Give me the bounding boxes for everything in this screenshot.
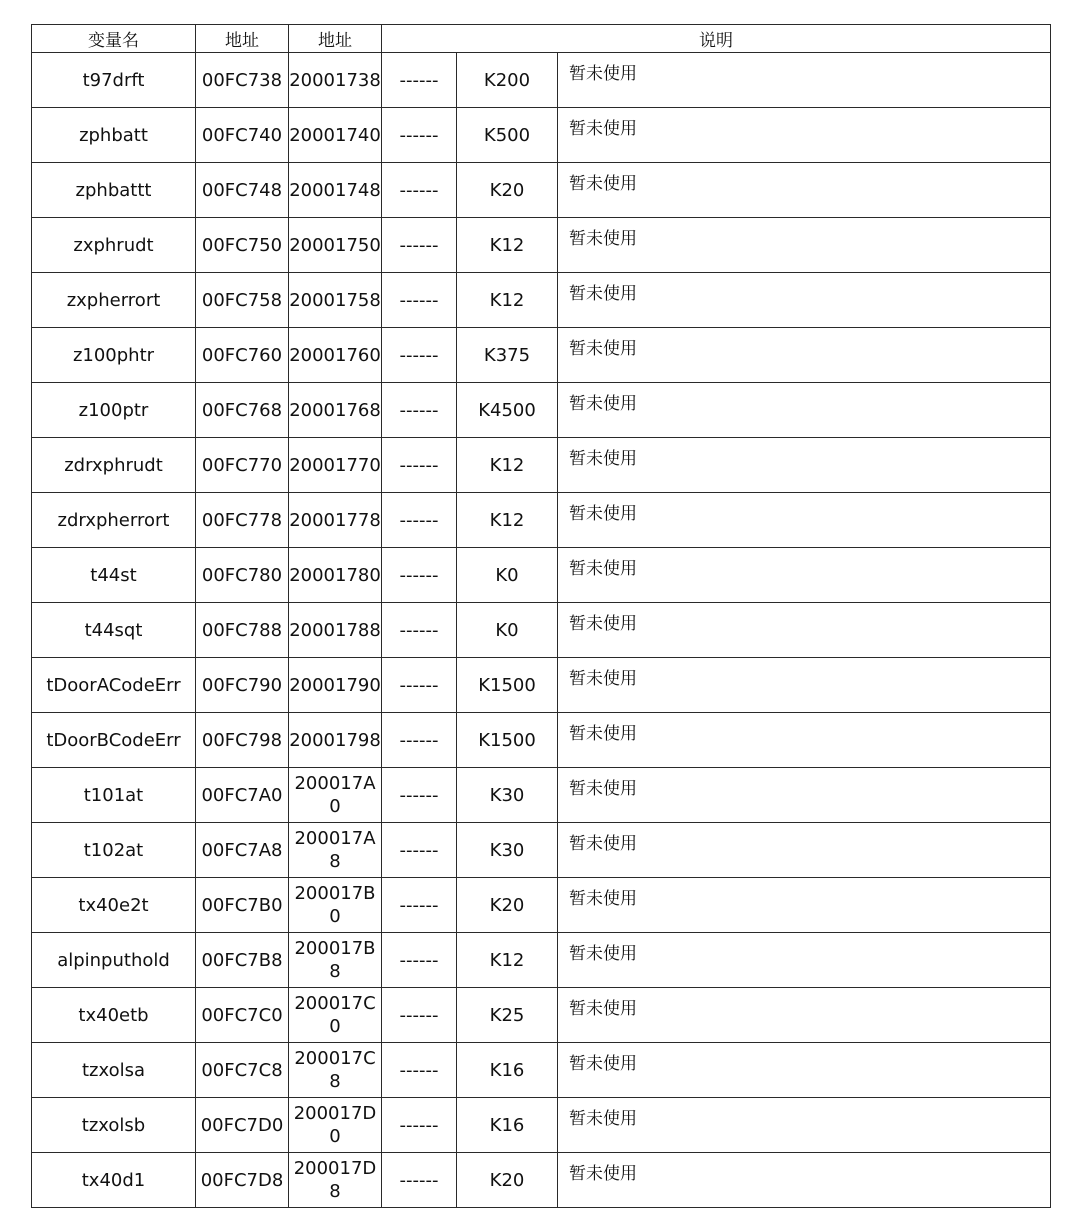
- placeholder-dashes: ------: [382, 1043, 457, 1098]
- address-1: [196, 658, 289, 713]
- address-1: [196, 823, 289, 878]
- address-1-text: 00FC770: [201, 454, 283, 476]
- address-1: [196, 218, 289, 273]
- description: 暂未使用: [558, 108, 1051, 163]
- variable-name: zphbatt: [32, 108, 196, 163]
- table-row: [32, 1098, 1051, 1153]
- address-1-text: 00FC740: [201, 124, 283, 146]
- placeholder-dashes: ------: [382, 548, 457, 603]
- header-address-1: 地址: [196, 25, 289, 53]
- table-row: [32, 1153, 1051, 1208]
- constant-value: K16: [457, 1043, 558, 1098]
- address-2-text: 200017A0: [294, 773, 376, 817]
- address-1: [196, 438, 289, 493]
- constant-value: K500: [457, 108, 558, 163]
- description: 暂未使用: [558, 1098, 1051, 1153]
- table-row: [32, 823, 1051, 878]
- table-row: [32, 658, 1051, 713]
- address-1: [196, 603, 289, 658]
- header-address-2: 地址: [289, 25, 382, 53]
- address-1: [196, 878, 289, 933]
- table-row: [32, 933, 1051, 988]
- variable-name: t97drft: [32, 53, 196, 108]
- placeholder-dashes: ------: [382, 493, 457, 548]
- address-2: [289, 438, 382, 493]
- address-2: [289, 273, 382, 328]
- address-1-text: 00FC7D8: [200, 1169, 284, 1191]
- address-2-text: 20001750: [289, 234, 381, 256]
- address-2-text: 20001790: [289, 674, 381, 696]
- table-row: [32, 878, 1051, 933]
- address-2-text: 200017D0: [293, 1103, 377, 1147]
- address-1-text: 00FC7B0: [201, 894, 283, 916]
- constant-value: K1500: [457, 713, 558, 768]
- address-2-text: 20001760: [289, 344, 381, 366]
- constant-value: K12: [457, 273, 558, 328]
- description: 暂未使用: [558, 658, 1051, 713]
- description: 暂未使用: [558, 878, 1051, 933]
- constant-value: K25: [457, 988, 558, 1043]
- constant-value: K0: [457, 603, 558, 658]
- address-1: [196, 768, 289, 823]
- address-2-text: 20001788: [289, 619, 381, 641]
- description: 暂未使用: [558, 713, 1051, 768]
- variable-name: zdrxpherrort: [32, 493, 196, 548]
- address-2: [289, 53, 382, 108]
- address-1-text: 00FC758: [201, 289, 283, 311]
- constant-value: K12: [457, 438, 558, 493]
- constant-value: K16: [457, 1098, 558, 1153]
- address-2: [289, 218, 382, 273]
- table-row: [32, 218, 1051, 273]
- address-1-text: 00FC790: [201, 674, 283, 696]
- address-2-text: 20001738: [289, 69, 381, 91]
- placeholder-dashes: ------: [382, 438, 457, 493]
- variable-name: tx40d1: [32, 1153, 196, 1208]
- address-2-text: 20001748: [289, 179, 381, 201]
- variable-name: zxphrudt: [32, 218, 196, 273]
- constant-value: K20: [457, 163, 558, 218]
- constant-value: K12: [457, 933, 558, 988]
- placeholder-dashes: ------: [382, 768, 457, 823]
- address-1: [196, 163, 289, 218]
- address-2: [289, 823, 382, 878]
- address-1: [196, 493, 289, 548]
- address-1-text: 00FC760: [201, 344, 283, 366]
- description: 暂未使用: [558, 603, 1051, 658]
- table-row: [32, 438, 1051, 493]
- address-1: [196, 933, 289, 988]
- placeholder-dashes: ------: [382, 988, 457, 1043]
- table-body: [32, 53, 1051, 1208]
- table-row: [32, 768, 1051, 823]
- variable-name: tzxolsb: [32, 1098, 196, 1153]
- address-2-text: 20001770: [289, 454, 381, 476]
- address-1-text: 00FC7A0: [201, 784, 283, 806]
- address-1: [196, 108, 289, 163]
- variable-name: tx40e2t: [32, 878, 196, 933]
- address-2: [289, 1043, 382, 1098]
- address-2-text: 20001780: [289, 564, 381, 586]
- address-2: [289, 1098, 382, 1153]
- description: 暂未使用: [558, 218, 1051, 273]
- address-1-text: 00FC7D0: [200, 1114, 284, 1136]
- constant-value: K200: [457, 53, 558, 108]
- variable-name: zphbattt: [32, 163, 196, 218]
- constant-value: K0: [457, 548, 558, 603]
- address-2: [289, 383, 382, 438]
- constant-value: K20: [457, 1153, 558, 1208]
- placeholder-dashes: ------: [382, 933, 457, 988]
- address-2-text: 200017B8: [294, 938, 376, 982]
- variable-table: [31, 24, 1051, 1208]
- address-2-text: 20001758: [289, 289, 381, 311]
- address-1: [196, 273, 289, 328]
- address-2: [289, 878, 382, 933]
- address-1-text: 00FC750: [201, 234, 283, 256]
- table-header-row: [32, 25, 1051, 53]
- variable-name: alpinputhold: [32, 933, 196, 988]
- table-row: [32, 328, 1051, 383]
- address-2-text: 20001798: [289, 729, 381, 751]
- description: 暂未使用: [558, 163, 1051, 218]
- placeholder-dashes: ------: [382, 823, 457, 878]
- description: 暂未使用: [558, 273, 1051, 328]
- description: 暂未使用: [558, 1153, 1051, 1208]
- table-row: [32, 53, 1051, 108]
- variable-name: zxpherrort: [32, 273, 196, 328]
- address-2: [289, 988, 382, 1043]
- variable-name: t101at: [32, 768, 196, 823]
- description: 暂未使用: [558, 53, 1051, 108]
- variable-name: tzxolsa: [32, 1043, 196, 1098]
- variable-name: t44sqt: [32, 603, 196, 658]
- variable-name: tx40etb: [32, 988, 196, 1043]
- address-1-text: 00FC780: [201, 564, 283, 586]
- address-1: [196, 548, 289, 603]
- address-1-text: 00FC7C8: [201, 1059, 283, 1081]
- address-1: [196, 383, 289, 438]
- constant-value: K1500: [457, 658, 558, 713]
- placeholder-dashes: ------: [382, 218, 457, 273]
- description: 暂未使用: [558, 1043, 1051, 1098]
- placeholder-dashes: ------: [382, 328, 457, 383]
- placeholder-dashes: ------: [382, 658, 457, 713]
- address-1-text: 00FC7C0: [201, 1004, 283, 1026]
- address-2: [289, 658, 382, 713]
- table-row: [32, 163, 1051, 218]
- placeholder-dashes: ------: [382, 878, 457, 933]
- address-1-text: 00FC7B8: [201, 949, 283, 971]
- address-1: [196, 713, 289, 768]
- address-1-text: 00FC7A8: [201, 839, 283, 861]
- address-2: [289, 933, 382, 988]
- table-row: [32, 548, 1051, 603]
- placeholder-dashes: ------: [382, 163, 457, 218]
- variable-name: z100phtr: [32, 328, 196, 383]
- address-2-text: 20001740: [289, 124, 381, 146]
- variable-name: tDoorACodeErr: [32, 658, 196, 713]
- address-2-text: 20001778: [289, 509, 381, 531]
- table-row: [32, 493, 1051, 548]
- header-description: 说明: [382, 25, 1051, 53]
- placeholder-dashes: ------: [382, 603, 457, 658]
- table-row: [32, 273, 1051, 328]
- address-2: [289, 768, 382, 823]
- description: 暂未使用: [558, 768, 1051, 823]
- variable-name: zdrxphrudt: [32, 438, 196, 493]
- address-2-text: 200017D8: [293, 1158, 377, 1202]
- table-row: [32, 108, 1051, 163]
- placeholder-dashes: ------: [382, 1153, 457, 1208]
- address-2: [289, 328, 382, 383]
- description: 暂未使用: [558, 933, 1051, 988]
- address-1-text: 00FC778: [201, 509, 283, 531]
- placeholder-dashes: ------: [382, 1098, 457, 1153]
- address-2: [289, 163, 382, 218]
- placeholder-dashes: ------: [382, 383, 457, 438]
- address-1: [196, 1043, 289, 1098]
- address-2: [289, 713, 382, 768]
- address-1-text: 00FC768: [201, 399, 283, 421]
- address-2-text: 200017A8: [294, 828, 376, 872]
- address-2: [289, 603, 382, 658]
- description: 暂未使用: [558, 988, 1051, 1043]
- constant-value: K30: [457, 768, 558, 823]
- address-1-text: 00FC798: [201, 729, 283, 751]
- address-1: [196, 328, 289, 383]
- table-row: [32, 713, 1051, 768]
- table-row: [32, 603, 1051, 658]
- description: 暂未使用: [558, 823, 1051, 878]
- address-1-text: 00FC788: [201, 619, 283, 641]
- table-row: [32, 988, 1051, 1043]
- address-2-text: 20001768: [289, 399, 381, 421]
- address-2: [289, 493, 382, 548]
- address-2-text: 200017C8: [294, 1048, 376, 1092]
- address-1: [196, 1098, 289, 1153]
- address-2: [289, 548, 382, 603]
- address-1: [196, 1153, 289, 1208]
- constant-value: K12: [457, 218, 558, 273]
- address-1: [196, 53, 289, 108]
- address-2-text: 200017C0: [294, 993, 376, 1037]
- address-1-text: 00FC748: [201, 179, 283, 201]
- address-2: [289, 1153, 382, 1208]
- placeholder-dashes: ------: [382, 53, 457, 108]
- description: 暂未使用: [558, 493, 1051, 548]
- description: 暂未使用: [558, 328, 1051, 383]
- address-2: [289, 108, 382, 163]
- constant-value: K30: [457, 823, 558, 878]
- description: 暂未使用: [558, 383, 1051, 438]
- constant-value: K20: [457, 878, 558, 933]
- address-2-text: 200017B0: [294, 883, 376, 927]
- placeholder-dashes: ------: [382, 273, 457, 328]
- constant-value: K12: [457, 493, 558, 548]
- variable-name: z100ptr: [32, 383, 196, 438]
- constant-value: K4500: [457, 383, 558, 438]
- variable-name: t44st: [32, 548, 196, 603]
- description: 暂未使用: [558, 438, 1051, 493]
- table-row: [32, 383, 1051, 438]
- description: 暂未使用: [558, 548, 1051, 603]
- address-1-text: 00FC738: [201, 69, 283, 91]
- variable-name: t102at: [32, 823, 196, 878]
- constant-value: K375: [457, 328, 558, 383]
- placeholder-dashes: ------: [382, 108, 457, 163]
- table-row: [32, 1043, 1051, 1098]
- header-variable-name: 变量名: [32, 25, 196, 53]
- placeholder-dashes: ------: [382, 713, 457, 768]
- variable-name: tDoorBCodeErr: [32, 713, 196, 768]
- address-1: [196, 988, 289, 1043]
